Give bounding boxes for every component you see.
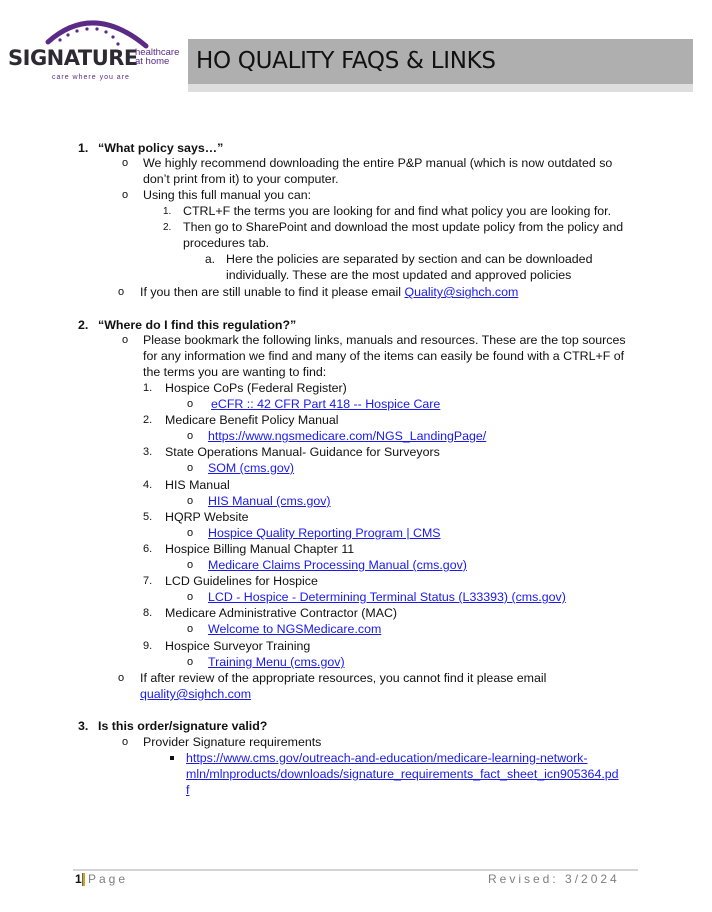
resource-label: HIS Manual xyxy=(165,478,230,492)
bullet-icon: o xyxy=(187,591,194,603)
section-2-email-wrap xyxy=(140,686,251,702)
revised-date: Revised: 3/2024 xyxy=(488,872,620,886)
resource-number: 2. xyxy=(143,414,153,426)
bullet-icon: o xyxy=(187,398,194,410)
bullet-icon: o xyxy=(187,559,194,571)
resource-number: 8. xyxy=(143,607,153,619)
section-2-footer-note: If after review of the appropriate resources, you cannot find it please email xyxy=(140,671,547,685)
substep-a-letter: a. xyxy=(205,252,216,266)
resource-number: 1. xyxy=(143,382,153,394)
section-1-footer-note xyxy=(140,284,518,300)
square-bullet-icon xyxy=(170,756,174,760)
section-3-number: 3. xyxy=(78,719,89,733)
section-2-intro-line-2: for any information we find and many of the items can easily be found with a CTRL+F of xyxy=(143,349,625,363)
page-title: HO QUALITY FAQS & LINKS xyxy=(196,48,496,74)
bullet-icon: o xyxy=(122,189,129,201)
resource-label: Hospice Billing Manual Chapter 11 xyxy=(165,542,355,556)
step-1-number: 1. xyxy=(163,206,172,217)
footer-divider xyxy=(73,869,638,871)
bullet-icon: o xyxy=(187,527,194,539)
substep-a-line-1: Here the policies are separated by section and can be downloaded xyxy=(226,252,593,266)
resource-label: LCD Guidelines for Hospice xyxy=(165,574,318,588)
resource-label: HQRP Website xyxy=(165,510,249,524)
resource-label: Medicare Administrative Contractor (MAC) xyxy=(165,606,398,620)
logo-tagline: care where you are xyxy=(52,74,130,81)
step-1-text: CTRL+F the terms you are looking for and find what policy you are looking for. xyxy=(183,204,612,218)
bullet-icon: o xyxy=(187,656,194,668)
resource-number: 4. xyxy=(143,479,153,491)
resource-link[interactable]: Training Menu (cms.gov) xyxy=(208,655,345,669)
signature-requirements-link-line-3[interactable]: f xyxy=(186,783,190,797)
logo-sub-line2: at home xyxy=(135,56,170,67)
resource-link[interactable]: https://www.ngsmedicare.com/NGS_LandingPage/ xyxy=(208,429,487,443)
section-1-bullet-1-line-2: don’t print from it) to your computer. xyxy=(143,172,339,186)
resource-link[interactable]: Medicare Claims Processing Manual (cms.gov) xyxy=(208,558,467,572)
resource-link[interactable]: LCD - Hospice - Determining Terminal Status (L33393) (cms.gov) xyxy=(208,590,566,604)
resource-link[interactable]: HIS Manual (cms.gov) xyxy=(208,494,331,508)
section-3-bullet: Provider Signature requirements xyxy=(143,735,322,749)
resource-number: 5. xyxy=(143,511,153,523)
step-2-line-1: Then go to SharePoint and download the most update policy from the policy and xyxy=(183,220,624,234)
resource-link[interactable]: eCFR :: 42 CFR Part 418 -- Hospice Care xyxy=(211,397,441,411)
bullet-icon: o xyxy=(122,736,129,748)
page-number: 1 xyxy=(75,872,82,886)
section-2-intro-line-1: Please bookmark the following links, manuals and resources. These are the top sources xyxy=(143,333,626,347)
section-1-heading: “What policy says…” xyxy=(98,141,224,155)
bullet-icon: o xyxy=(187,430,194,442)
quality-email-link-2[interactable]: quality@sighch.com xyxy=(140,687,252,701)
logo-wordmark: SIGNATURE xyxy=(8,46,138,70)
bullet-icon: o xyxy=(187,495,194,507)
substep-a-line-2: individually. These are the most updated and approved policies xyxy=(226,268,572,282)
resource-label: State Operations Manual- Guidance for Surveyors xyxy=(165,445,440,459)
section-1-bullet-1-line-1: We highly recommend downloading the entire P&P manual (which is now outdated so xyxy=(143,156,613,170)
logo-subtitle xyxy=(135,48,179,66)
section-2-number: 2. xyxy=(78,318,89,332)
section-1-note-text: If you then are still unable to find it please email xyxy=(140,285,405,299)
section-1-number: 1. xyxy=(78,141,89,155)
bullet-icon: o xyxy=(122,157,129,169)
section-2-intro-line-3: the terms you are wanting to find: xyxy=(143,365,327,379)
resource-link[interactable]: SOM (cms.gov) xyxy=(208,461,295,475)
resource-label: Medicare Benefit Policy Manual xyxy=(165,413,339,427)
logo-sub-line1: healthcare xyxy=(135,47,180,58)
title-banner-underline xyxy=(188,84,693,92)
bullet-icon: o xyxy=(118,672,125,684)
resource-label: Hospice CoPs (Federal Register) xyxy=(165,381,347,395)
step-2-line-2: procedures tab. xyxy=(183,236,270,250)
resource-number: 6. xyxy=(143,543,153,555)
step-2-number: 2. xyxy=(163,222,172,233)
resource-label: Hospice Surveyor Training xyxy=(165,639,311,653)
quality-email-link[interactable]: Quality@sighch.com xyxy=(404,285,519,299)
section-1-bullet-2: Using this full manual you can: xyxy=(143,188,312,202)
resource-link[interactable]: Hospice Quality Reporting Program | CMS xyxy=(208,526,441,540)
bullet-icon: o xyxy=(118,286,125,298)
section-3-heading: Is this order/signature valid? xyxy=(98,719,268,733)
resource-number: 9. xyxy=(143,640,153,652)
signature-requirements-link-line-2[interactable]: mln/mlnproducts/downloads/signature_requirements_fact_sheet_icn905364.pd xyxy=(186,767,619,781)
resource-link[interactable]: Welcome to NGSMedicare.com xyxy=(208,622,382,636)
section-2-heading: “Where do I find this regulation?” xyxy=(98,318,297,332)
page-separator xyxy=(82,873,85,886)
bullet-icon: o xyxy=(122,334,129,346)
page-label: Page xyxy=(88,872,129,886)
resource-number: 7. xyxy=(143,575,153,587)
bullet-icon: o xyxy=(187,462,194,474)
resource-number: 3. xyxy=(143,446,153,458)
signature-requirements-link-line-1[interactable]: https://www.cms.gov/outreach-and-education/medicare-learning-network- xyxy=(186,751,588,765)
bullet-icon: o xyxy=(187,623,194,635)
